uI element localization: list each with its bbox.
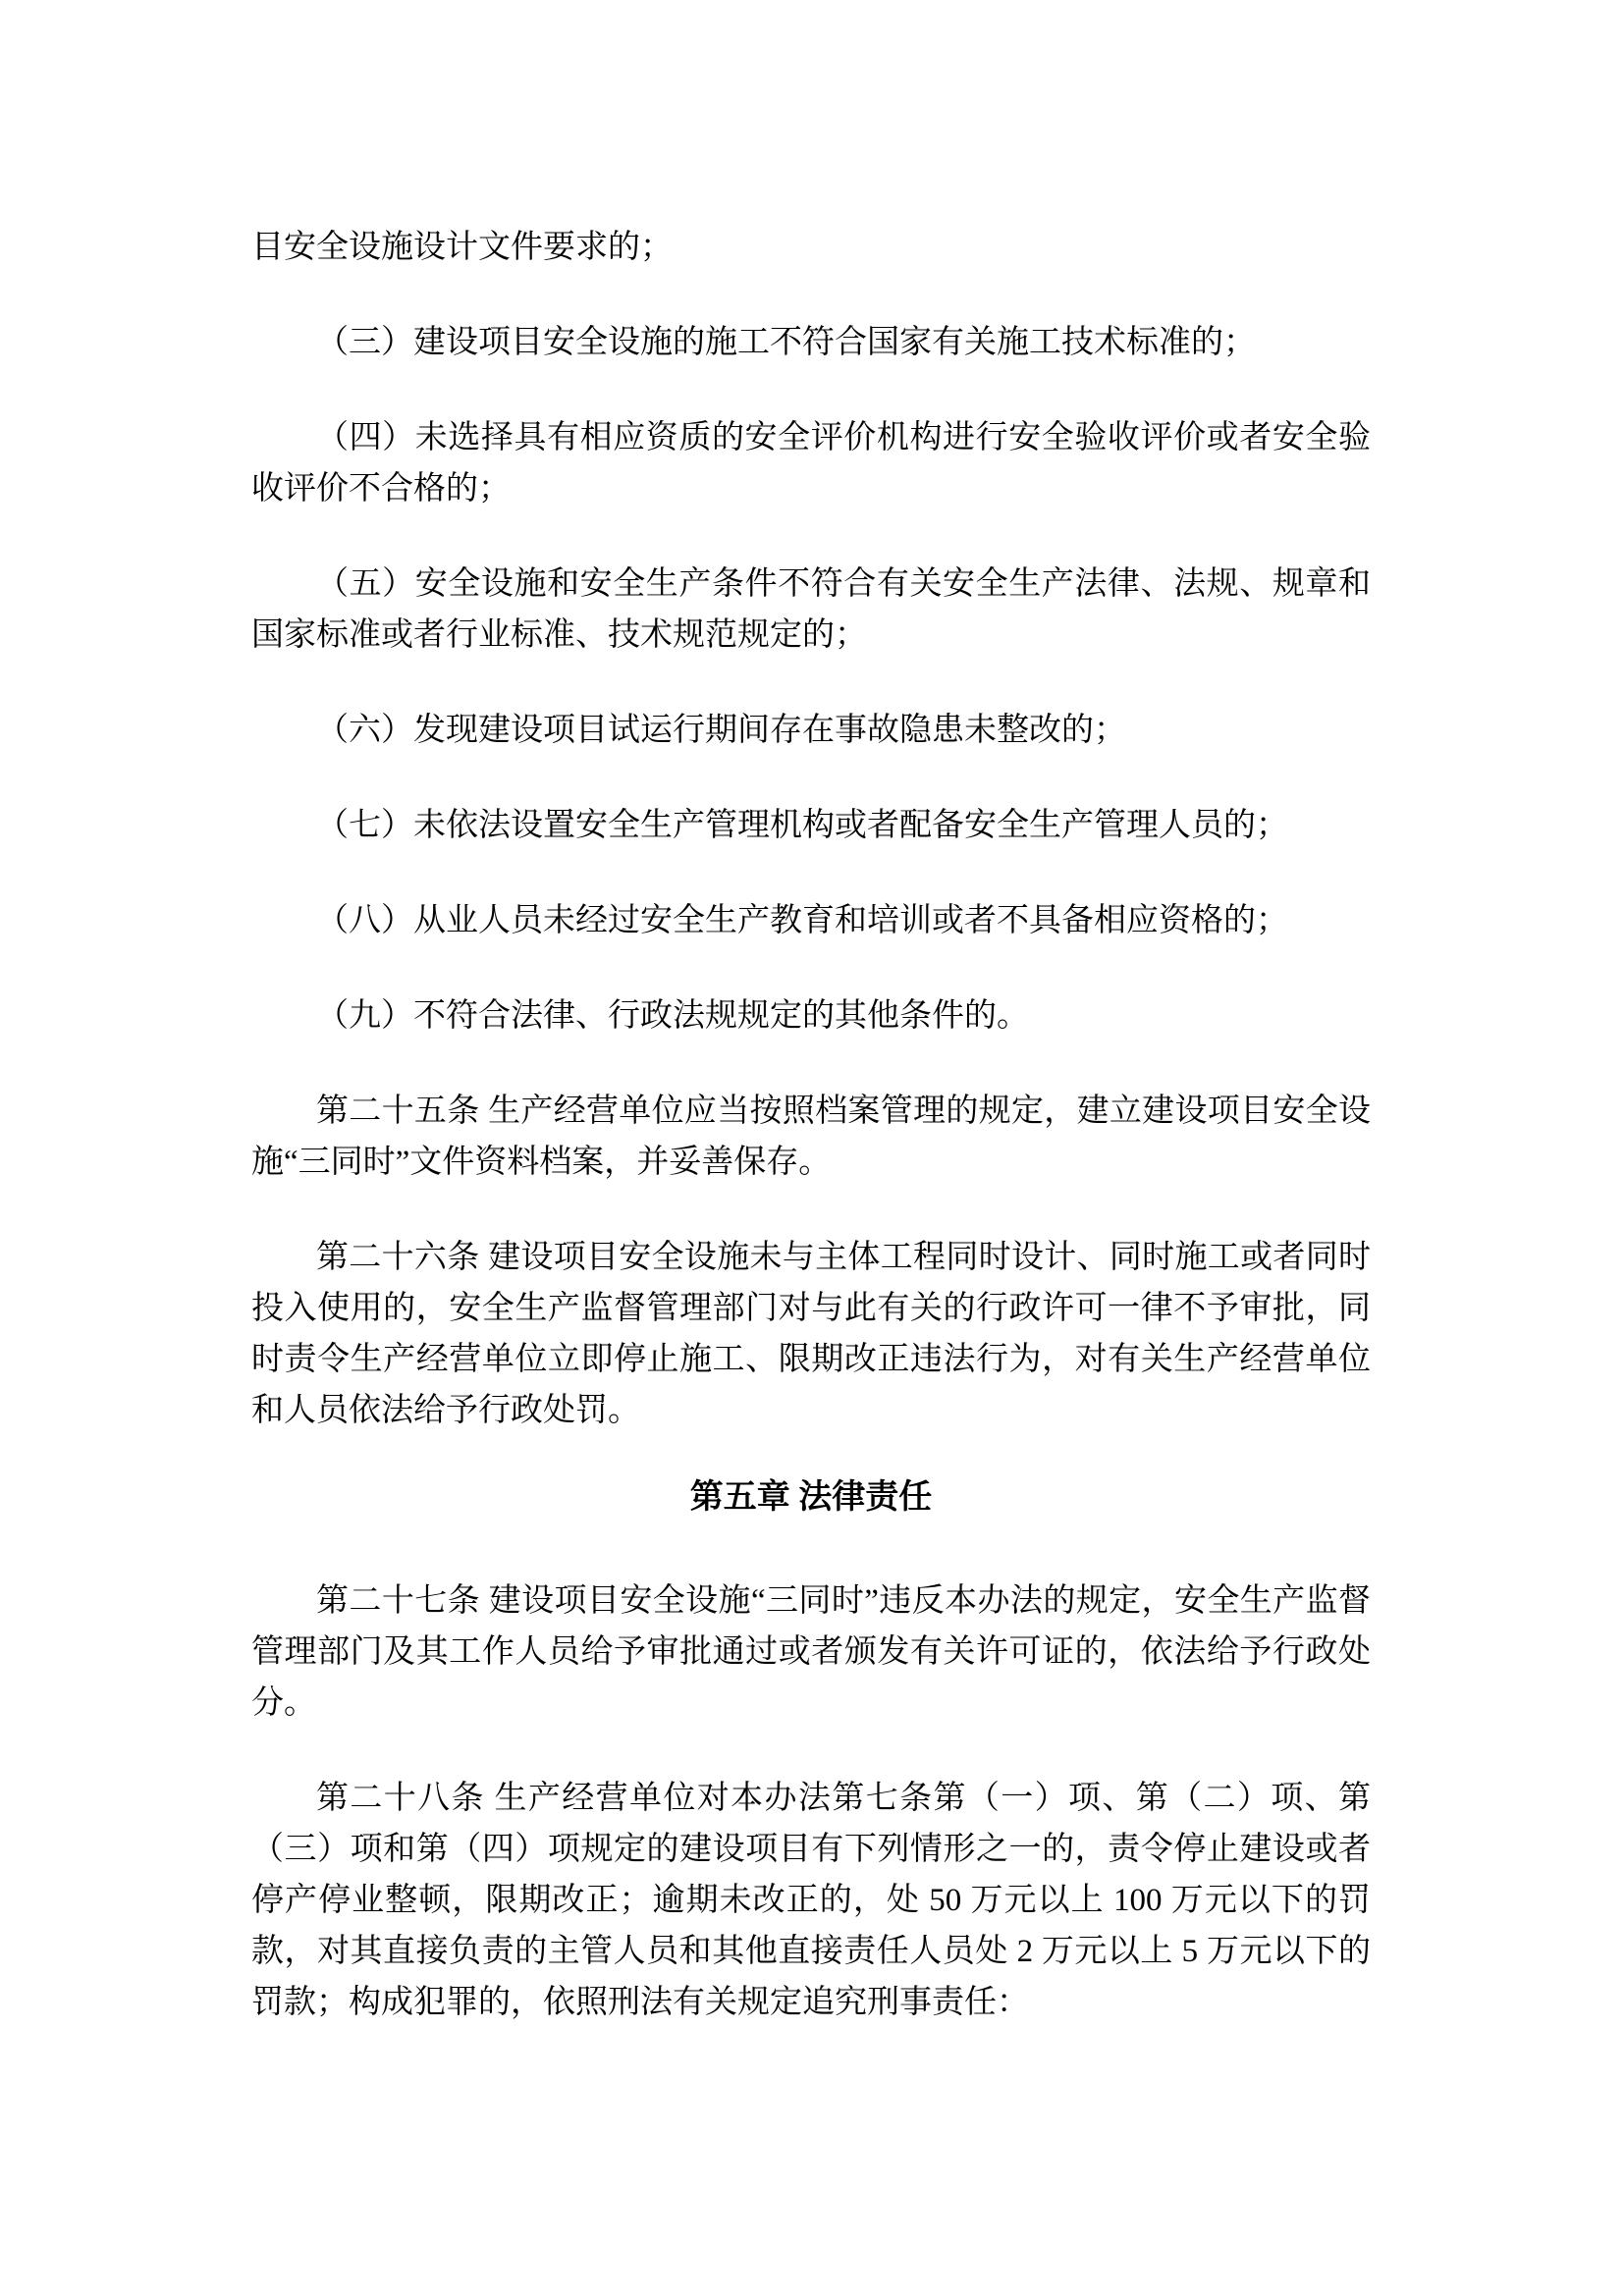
- article-27-paragraph: 第二十七条 建设项目安全设施“三同时”违反本办法的规定，安全生产监督管理部门及其工作人员给予审批通过或者颁发有关许可证的，依法给予行政处分。: [251, 1583, 1371, 1721]
- document-body: [251, 222, 1371, 2072]
- article-26-paragraph: 第二十六条 建设项目安全设施未与主体工程同时设计、同时施工或者同时投入使用的，安全生产监督管理部门对与此有关的行政许可一律不予审批，同时责令生产经营单位立即停止施工、限期改正违法行为，对有关生产经营单位和人员依法给予行政处罚。: [251, 1240, 1371, 1428]
- clause-item-5: （五）安全设施和安全生产条件不符合有关安全生产法律、法规、规章和国家标准或者行业标准、技术规范规定的；: [251, 566, 1371, 653]
- article-28-paragraph: 第二十八条 生产经营单位对本办法第七条第（一）项、第（二）项、第（三）项和第（四）项规定的建设项目有下列情形之一的，责令停止建设或者停产停业整顿，限期改正；逾期未改正的，处 50 万元以上 100 万元以下的罚款，对其直接负责的主管人员和其他直接责任人员处 2 万元以上 5 万元以下的罚款；构成犯罪的，依照刑法有关规定追究刑事责任：: [251, 1781, 1371, 2020]
- clause-item-6: （六）发现建设项目试运行期间存在事故隐患未整改的；: [316, 713, 1126, 748]
- clause-item-3: （三）建设项目安全设施的施工不符合国家有关施工技术标准的；: [316, 325, 1256, 360]
- paragraph-continuation: 目安全设施设计文件要求的；: [251, 230, 673, 265]
- clause-item-4: （四）未选择具有相应资质的安全评价机构进行安全验收评价或者安全验收评价不合格的；: [251, 420, 1371, 507]
- clause-item-7: （七）未依法设置安全生产管理机构或者配备安全生产管理人员的；: [316, 808, 1288, 843]
- clause-item-9: （九）不符合法律、行政法规规定的其他条件的。: [316, 998, 1029, 1034]
- chapter-heading: 第五章 法律责任: [689, 1479, 933, 1516]
- clause-item-8: （八）从业人员未经过安全生产教育和培训或者不具备相应资格的；: [316, 903, 1288, 938]
- article-25-paragraph: 第二十五条 生产经营单位应当按照档案管理的规定，建立建设项目安全设施“三同时”文件资料档案，并妥善保存。: [251, 1094, 1371, 1180]
